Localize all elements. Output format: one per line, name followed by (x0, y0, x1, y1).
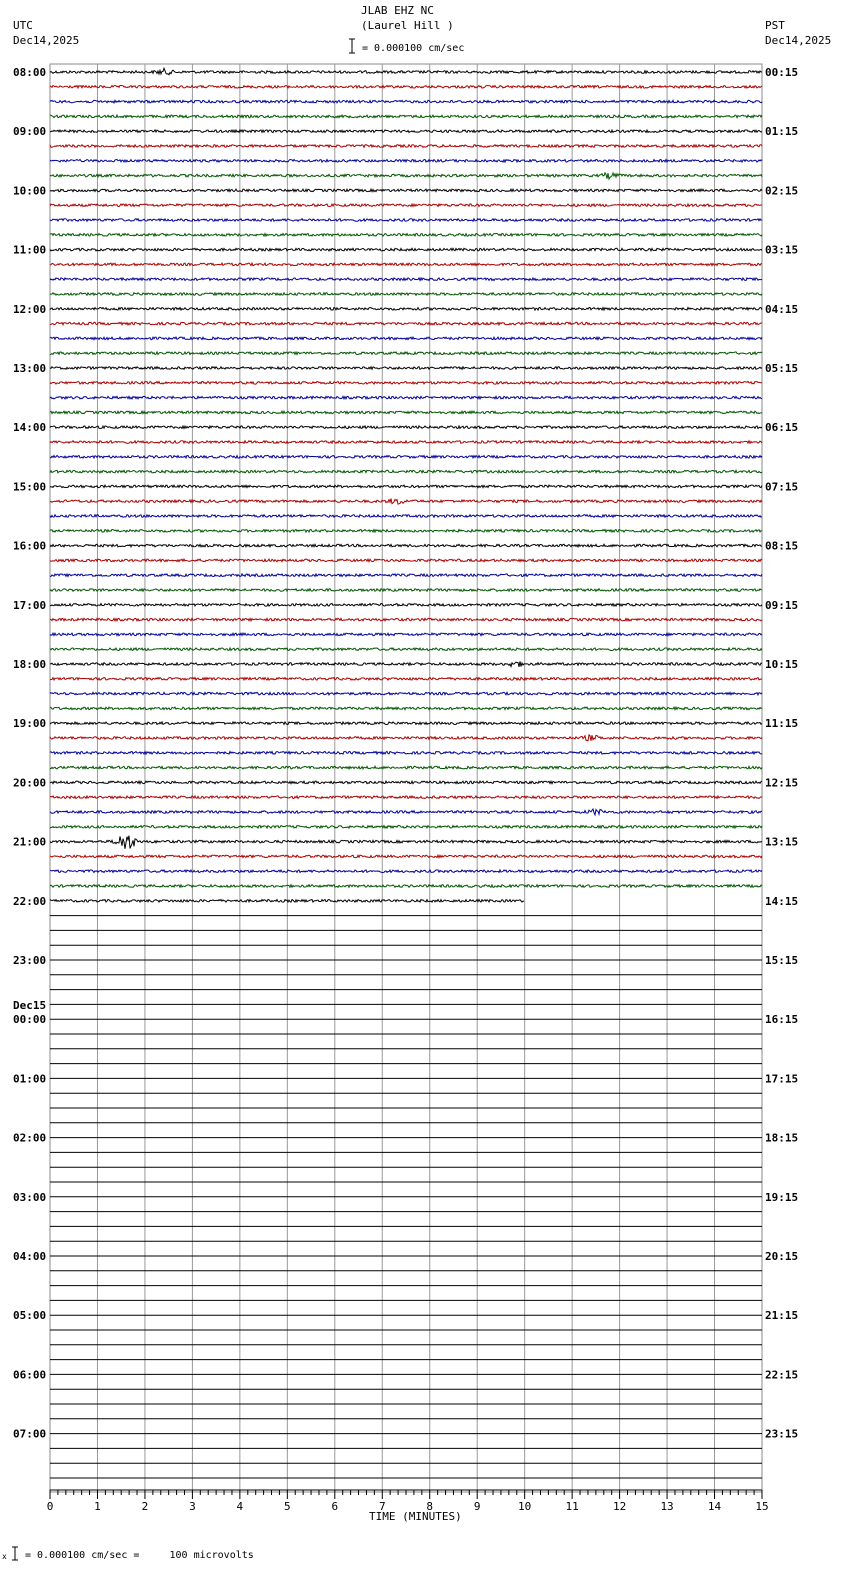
seismic-trace (50, 589, 762, 592)
left-date: Dec14,2025 (13, 34, 80, 47)
seismic-trace (50, 308, 762, 311)
x-axis-label: TIME (MINUTES) (369, 1510, 462, 1523)
pst-hour-label: 01:15 (765, 125, 799, 139)
left-timezone: UTC (13, 19, 33, 32)
seismic-trace (50, 411, 762, 414)
seismic-trace (50, 352, 762, 355)
seismic-trace (50, 337, 762, 340)
pst-hour-label: 14:15 (765, 894, 799, 908)
x-tick-label: 14 (707, 1500, 722, 1513)
seismic-trace (50, 885, 762, 888)
seismic-trace (50, 544, 762, 547)
utc-hour-label: 14:00 (13, 421, 47, 435)
seismic-trace (50, 633, 762, 636)
pst-hour-label: 16:15 (765, 1013, 799, 1027)
seismic-trace (50, 248, 762, 251)
x-tick-label: 3 (189, 1500, 196, 1513)
x-tick-label: 4 (236, 1500, 244, 1513)
seismic-trace (50, 426, 762, 429)
pst-hour-label: 00:15 (765, 66, 799, 79)
pst-hour-label: 04:15 (765, 302, 799, 316)
seismic-trace (50, 735, 762, 741)
pst-hour-label: 22:15 (765, 1368, 799, 1382)
seismic-trace (50, 678, 762, 681)
seismic-trace (50, 574, 762, 577)
pst-hour-label: 12:15 (765, 776, 799, 790)
utc-hour-label: 10:00 (13, 184, 47, 198)
seismic-trace (50, 604, 762, 607)
seismic-trace (50, 322, 762, 325)
seismic-trace (50, 648, 762, 651)
utc-hour-label: 07:00 (13, 1427, 47, 1441)
pst-hour-label: 20:15 (765, 1250, 799, 1263)
x-tick-label: 11 (565, 1500, 579, 1513)
x-tick-label: 7 (378, 1500, 386, 1513)
seismic-trace (50, 204, 762, 207)
pst-hour-label: 21:15 (765, 1309, 799, 1323)
seismic-trace (50, 809, 762, 815)
x-tick-label: 5 (284, 1500, 291, 1513)
pst-hour-label: 09:15 (765, 598, 799, 612)
seismic-trace (50, 234, 762, 237)
x-tick-label: 15 (755, 1500, 769, 1513)
seismic-trace (50, 515, 762, 518)
seismic-trace (50, 456, 762, 459)
seismic-trace (50, 826, 762, 829)
x-tick-label: 8 (426, 1500, 434, 1513)
seismic-trace (50, 293, 762, 296)
pst-hour-label: 23:15 (765, 1427, 799, 1441)
pst-hour-label: 17:15 (765, 1072, 799, 1086)
seismic-trace (50, 367, 762, 370)
pst-hour-label: 06:15 (765, 421, 799, 435)
footer-marker-icon: x (2, 1552, 7, 1561)
right-date: Dec14,2025 (765, 34, 832, 47)
seismic-trace (50, 160, 762, 163)
utc-hour-label: 04:00 (13, 1250, 47, 1263)
pst-hour-label: 08:15 (765, 539, 799, 553)
seismic-trace (50, 470, 762, 473)
seismic-trace (50, 86, 762, 89)
x-tick-label: 13 (660, 1500, 674, 1513)
pst-hour-label: 07:15 (765, 480, 799, 494)
utc-hour-label: 06:00 (13, 1368, 47, 1382)
seismic-trace (50, 870, 762, 873)
scale-bar-icon (349, 39, 355, 53)
trace-group (50, 68, 762, 1478)
utc-hour-label: 09:00 (13, 125, 47, 139)
seismic-trace (50, 278, 762, 281)
utc-hour-label: 00:00 (13, 1013, 47, 1027)
utc-hour-label: 11:00 (13, 243, 47, 257)
x-tick-label: 6 (331, 1500, 339, 1513)
seismic-trace (50, 485, 762, 488)
pst-hour-label: 02:15 (765, 184, 799, 198)
utc-hour-label: 03:00 (13, 1190, 47, 1204)
station-title: JLAB EHZ NC (361, 4, 434, 17)
utc-hour-label: 12:00 (13, 302, 47, 316)
seismic-trace (50, 263, 762, 266)
utc-hour-label: 08:00 (13, 66, 47, 79)
seismic-trace (50, 382, 762, 385)
pst-hour-label: 10:15 (765, 658, 799, 671)
seismic-trace (50, 796, 762, 799)
pst-hour-label: 11:15 (765, 717, 799, 731)
seismic-trace (50, 145, 762, 148)
utc-hour-label: 02:00 (13, 1131, 47, 1145)
date-change-label: Dec15 (13, 999, 47, 1013)
seismic-trace (50, 173, 762, 179)
pst-hour-label: 03:15 (765, 243, 799, 257)
utc-hour-label: 01:00 (13, 1072, 47, 1086)
footer-scale-note: = 0.000100 cm/sec = 100 microvolts (25, 1550, 254, 1561)
pst-hour-label: 15:15 (765, 954, 799, 967)
scale-label: = 0.000100 cm/sec (362, 43, 465, 54)
seismic-trace (50, 618, 762, 621)
x-tick-label: 12 (612, 1500, 627, 1513)
utc-hour-label: 13:00 (13, 362, 47, 375)
pst-hour-label: 19:15 (765, 1190, 799, 1204)
seismic-trace (50, 661, 762, 667)
seismic-trace (50, 68, 762, 74)
seismic-trace (50, 130, 762, 133)
utc-hour-label: 05:00 (13, 1309, 47, 1323)
station-location: (Laurel Hill ) (361, 19, 454, 32)
pst-hour-label: 05:15 (765, 362, 799, 375)
utc-hour-label: 19:00 (13, 717, 47, 731)
seismic-trace (50, 692, 762, 695)
seismic-trace (50, 559, 762, 562)
x-tick-label: 0 (46, 1500, 54, 1513)
seismic-trace (50, 100, 762, 103)
seismic-trace (50, 752, 762, 755)
seismic-trace (50, 441, 762, 444)
seismic-trace (50, 855, 762, 858)
pst-hour-label: 18:15 (765, 1131, 799, 1145)
right-timezone: PST (765, 19, 785, 32)
utc-hour-label: 22:00 (13, 894, 47, 908)
x-tick-label: 10 (518, 1500, 532, 1513)
utc-hour-label: 20:00 (13, 776, 47, 790)
utc-hour-label: 15:00 (13, 480, 47, 494)
utc-hour-label: 23:00 (13, 954, 47, 967)
seismic-trace (50, 766, 762, 769)
seismic-trace (50, 396, 762, 399)
footer-scale-bar-icon (12, 1547, 18, 1560)
seismic-trace (50, 530, 762, 533)
seismic-trace (50, 115, 762, 118)
x-tick-label: 2 (141, 1500, 149, 1513)
seismic-trace (50, 219, 762, 222)
x-tick-label: 9 (473, 1500, 481, 1513)
seismic-trace (50, 189, 762, 192)
scale-bar-icons (2, 39, 355, 1561)
seismic-trace (50, 836, 762, 849)
utc-hour-label: 16:00 (13, 539, 47, 553)
utc-hour-label: 17:00 (13, 598, 47, 612)
pst-hour-label: 13:15 (765, 835, 799, 849)
seismic-trace (50, 722, 762, 725)
seismic-trace (50, 707, 762, 710)
x-tick-label: 1 (94, 1500, 101, 1513)
x-axis (47, 1490, 769, 1513)
seismic-trace (50, 781, 762, 784)
seismic-trace (50, 499, 762, 504)
utc-hour-label: 18:00 (13, 658, 47, 671)
utc-hour-label: 21:00 (13, 835, 47, 849)
